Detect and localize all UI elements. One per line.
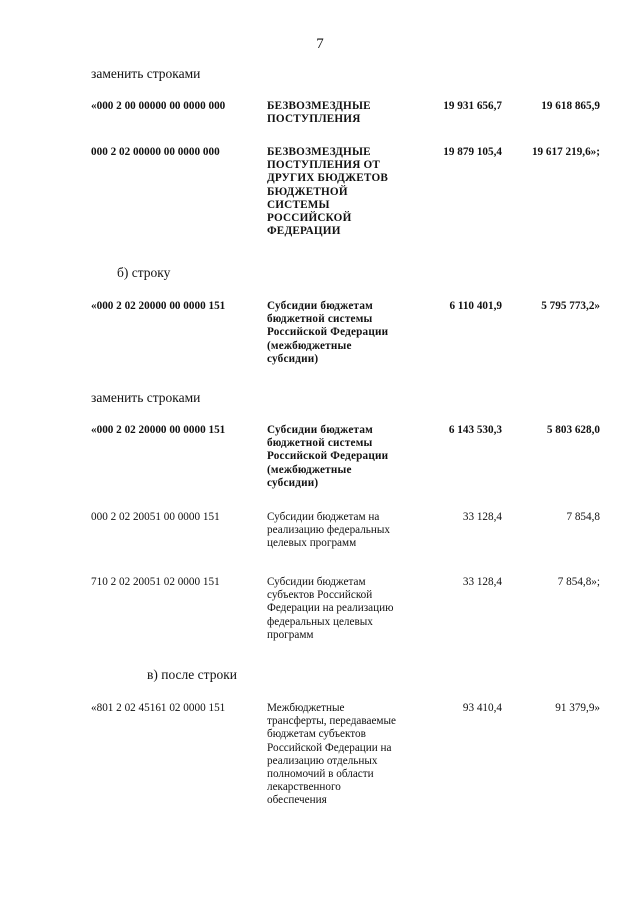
budget-code: «801 2 02 45161 02 0000 151 (91, 702, 226, 714)
budget-code: «000 2 02 20000 00 0000 151 (91, 424, 226, 436)
budget-item-name: Субсидии бюджетам бюджетной системы Российской Федерации (межбюджетные субсидии) (267, 424, 389, 489)
amount-year-2: 5 803 628,0 (546, 424, 600, 436)
instruction-line-b: б) строку (117, 265, 171, 280)
budget-code: 000 2 02 00000 00 0000 000 (91, 146, 220, 158)
budget-item-name: БЕЗВОЗМЕЗДНЫЕ ПОСТУПЛЕНИЯ (267, 100, 371, 126)
page-number: 7 (316, 36, 324, 52)
amount-year-1: 93 410,4 (462, 702, 502, 714)
amount-year-2: 19 617 219,6»; (531, 146, 600, 158)
budget-item-name: Субсидии бюджетам бюджетной системы Российской Федерации (межбюджетные субсидии) (267, 300, 389, 365)
amount-year-2: 5 795 773,2» (541, 300, 600, 312)
instruction-after-line-c: в) после строки (147, 667, 237, 682)
budget-code: «000 2 00 00000 00 0000 000 (91, 100, 226, 112)
amount-year-1: 33 128,4 (462, 576, 502, 588)
amount-year-2: 7 854,8 (566, 511, 600, 523)
amount-year-1: 19 879 105,4 (443, 146, 502, 158)
instruction-replace-rows: заменить строками (91, 390, 201, 405)
budget-item-name: БЕЗВОЗМЕЗДНЫЕ ПОСТУПЛЕНИЯ ОТ ДРУГИХ БЮДЖЕТОВ БЮДЖЕТНОЙ СИСТЕМЫ РОССИЙСКОЙ ФЕДЕРАЦИИ (267, 146, 389, 238)
amount-year-1: 6 110 401,9 (449, 300, 502, 312)
budget-item-name: Межбюджетные трансферты, передаваемые бюджетам субъектов Российской Федерации на реализацию отдельных полномочий в области лекарственного обеспечения (267, 702, 396, 807)
budget-code: «000 2 02 20000 00 0000 151 (91, 300, 226, 312)
amount-year-2: 19 618 865,9 (541, 100, 600, 112)
budget-code: 000 2 02 20051 00 0000 151 (91, 511, 220, 523)
budget-item-name: Субсидии бюджетам субъектов Российской Федерации на реализацию федеральных целевых программ (267, 576, 394, 641)
amount-year-1: 19 931 656,7 (443, 100, 502, 112)
amount-year-2: 7 854,8»; (557, 576, 600, 588)
amount-year-1: 33 128,4 (462, 511, 502, 523)
instruction-replace-rows: заменить строками (91, 66, 201, 81)
amount-year-2: 91 379,9» (555, 702, 600, 714)
budget-item-name: Субсидии бюджетам на реализацию федеральных целевых программ (267, 511, 391, 550)
budget-code: 710 2 02 20051 02 0000 151 (91, 576, 220, 588)
amount-year-1: 6 143 530,3 (448, 424, 502, 436)
